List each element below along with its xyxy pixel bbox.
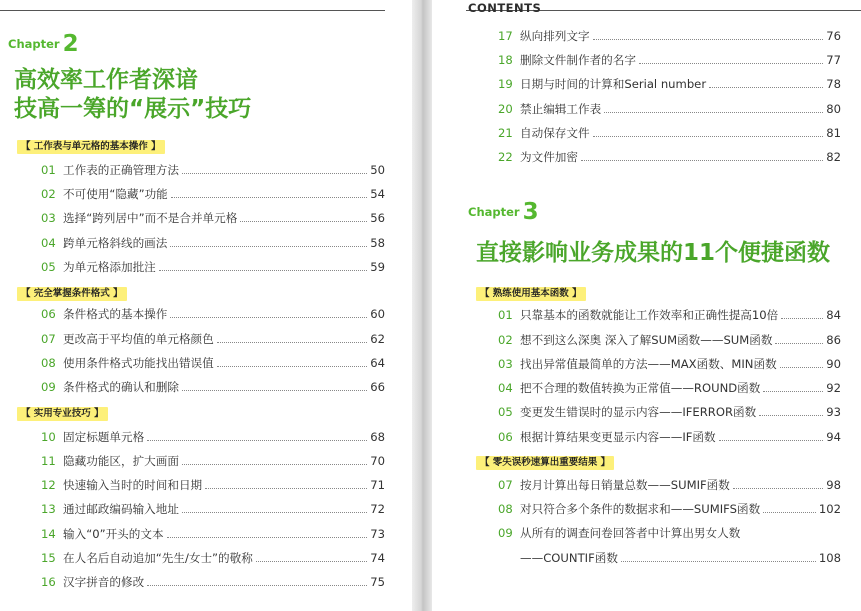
dot-leader [621, 561, 816, 562]
page-number: 71 [370, 478, 385, 492]
entry-number: 20 [498, 102, 513, 116]
top-rule [0, 10, 385, 11]
entry-title: 条件格式的基本操作 [63, 307, 168, 321]
toc-entry[interactable] [498, 306, 841, 324]
page-number: 94 [826, 430, 841, 444]
entry-title: 不可使用“隐藏”功能 [63, 187, 168, 201]
entry-number: 13 [41, 502, 56, 516]
entry-number: 16 [41, 575, 56, 589]
entry-number: 06 [41, 307, 56, 321]
dot-leader [593, 39, 824, 40]
toc-entry[interactable] [41, 258, 385, 276]
entry-number: 04 [41, 236, 56, 250]
dot-leader [147, 585, 367, 586]
dot-leader [759, 415, 823, 416]
dot-leader [775, 343, 823, 344]
chapter-2-title-line2: 技高一筹的“展示”技巧 [14, 96, 252, 122]
toc-entry[interactable] [41, 549, 385, 567]
entry-title: 输入“0”开头的文本 [63, 527, 164, 541]
toc-entry[interactable] [41, 161, 385, 179]
page-number: 60 [370, 307, 385, 321]
entry-number: 05 [498, 405, 513, 419]
entry-number: 03 [41, 211, 56, 225]
toc-entry[interactable] [41, 209, 385, 227]
entry-title: 工作表的正确管理方法 [63, 163, 179, 177]
entry-title: 日期与时间的计算和Serial number [520, 77, 707, 91]
entry-number: 19 [498, 77, 513, 91]
toc-entry[interactable] [498, 51, 841, 69]
entry-number: 11 [41, 454, 56, 468]
entry-number: 05 [41, 260, 56, 274]
entry-number: 12 [41, 478, 56, 492]
dot-leader [170, 317, 367, 318]
dot-leader [780, 367, 824, 368]
toc-entry[interactable] [41, 452, 385, 470]
entry-title: 选择“跨列居中”而不是合并单元格 [63, 211, 238, 225]
dot-leader [763, 391, 823, 392]
dot-leader [182, 390, 367, 391]
entry-title: 按月计算出每日销量总数——SUMIF函数 [520, 478, 730, 492]
toc-entry[interactable] [41, 185, 385, 203]
page-number: 73 [370, 527, 385, 541]
page-number: 93 [826, 405, 841, 419]
section-header: 【 零失误秒速算出重要结果 】 [476, 456, 614, 470]
dot-leader [709, 87, 823, 88]
dot-leader [170, 246, 367, 247]
page-number: 75 [370, 575, 385, 589]
page-number: 81 [826, 126, 841, 140]
entry-title: 删除文件制作者的名字 [520, 53, 636, 67]
page-number: 74 [370, 551, 385, 565]
dot-leader [167, 537, 368, 538]
page-number: 82 [826, 150, 841, 164]
page-number: 98 [826, 478, 841, 492]
page-number: 64 [370, 356, 385, 370]
entry-title: ——COUNTIF函数 [520, 551, 618, 565]
toc-entry[interactable] [498, 379, 841, 397]
dot-leader [639, 63, 823, 64]
dot-leader [159, 270, 367, 271]
entry-title: 变更发生错误时的显示内容——IFERROR函数 [520, 405, 757, 419]
chapter-3-label: Chapter 3 [468, 199, 539, 225]
entry-number: 17 [498, 29, 513, 43]
dot-leader [719, 440, 824, 441]
entry-number: 02 [41, 187, 56, 201]
entry-number: 01 [41, 163, 56, 177]
dot-leader [581, 160, 823, 161]
right-page [432, 0, 861, 611]
left-page [0, 0, 412, 611]
entry-number: 15 [41, 551, 56, 565]
entry-title: 对只符合多个条件的数据求和——SUMIFS函数 [520, 502, 761, 516]
page-number: 76 [826, 29, 841, 43]
toc-entry[interactable] [41, 330, 385, 348]
toc-entry[interactable] [41, 378, 385, 396]
entry-number: 21 [498, 126, 513, 140]
dot-leader [182, 464, 367, 465]
toc-entry[interactable] [498, 100, 841, 118]
entry-number: 09 [498, 526, 513, 540]
entry-number: 10 [41, 430, 56, 444]
toc-entry[interactable] [498, 148, 841, 166]
toc-entry[interactable] [41, 500, 385, 518]
section-header: 【 实用专业技巧 】 [17, 407, 108, 421]
dot-leader [171, 197, 367, 198]
entry-number: 09 [41, 380, 56, 394]
page-number: 92 [826, 381, 841, 395]
toc-entry[interactable] [41, 305, 385, 323]
entry-title: 在人名后自动追加“先生/女士”的敬称 [63, 551, 253, 565]
entry-number: 01 [498, 308, 513, 322]
toc-entry[interactable] [498, 476, 841, 494]
page-number: 80 [826, 102, 841, 116]
page-number: 77 [826, 53, 841, 67]
entry-title: 只靠基本的函数就能让工作效率和正确性提高10倍 [520, 308, 779, 322]
page-number: 59 [370, 260, 385, 274]
entry-title: 更改高于平均值的单元格颜色 [63, 332, 214, 346]
running-head: CONTENTS [468, 1, 542, 15]
entry-number: 14 [41, 527, 56, 541]
section-header: 【 熟练使用基本函数 】 [476, 287, 586, 301]
dot-leader [205, 488, 367, 489]
entry-number: 22 [498, 150, 513, 164]
toc-entry[interactable] [498, 428, 841, 446]
entry-title: 汉字拼音的修改 [63, 575, 145, 589]
entry-title: 自动保存文件 [520, 126, 590, 140]
toc-entry[interactable] [498, 524, 841, 542]
entry-number: 08 [41, 356, 56, 370]
dot-leader [182, 512, 367, 513]
toc-entry[interactable] [498, 124, 841, 142]
dot-leader [781, 318, 823, 319]
page-number: 102 [818, 502, 841, 516]
toc-entry[interactable] [41, 234, 385, 252]
entry-number: 08 [498, 502, 513, 516]
page-number: 62 [370, 332, 385, 346]
toc-entry[interactable] [498, 355, 841, 373]
page-number: 58 [370, 236, 385, 250]
dot-leader [604, 112, 823, 113]
entry-number: 02 [498, 333, 513, 347]
entry-title: 禁止编辑工作表 [520, 102, 602, 116]
dot-leader [147, 440, 367, 441]
page-number: 66 [370, 380, 385, 394]
toc-entry[interactable] [41, 525, 385, 543]
dot-leader [593, 136, 824, 137]
toc-entry[interactable] [498, 500, 841, 518]
entry-title: 条件格式的确认和删除 [63, 380, 179, 394]
page-number: 84 [826, 308, 841, 322]
entry-title: 通过邮政编码输入地址 [63, 502, 179, 516]
page-number: 68 [370, 430, 385, 444]
toc-entry[interactable] [41, 428, 385, 446]
dot-leader [182, 173, 367, 174]
toc-entry[interactable] [498, 331, 841, 349]
dot-leader [256, 561, 367, 562]
entry-title: 固定标题单元格 [63, 430, 145, 444]
toc-entry[interactable] [498, 549, 841, 567]
page-number: 90 [826, 357, 841, 371]
chapter-2-title-line1: 高效率工作者深谙 [14, 67, 198, 93]
chapter-3-title: 直接影响业务成果的11个便捷函数 [476, 240, 831, 266]
dot-leader [733, 488, 823, 489]
page-number: 78 [826, 77, 841, 91]
entry-title: 快速输入当时的时间和日期 [63, 478, 203, 492]
entry-title: 纵向排列文字 [520, 29, 590, 43]
dot-leader [217, 342, 368, 343]
entry-title: 跨单元格斜线的画法 [63, 236, 168, 250]
page-number: 86 [826, 333, 841, 347]
entry-title: 想不到这么深奥 深入了解SUM函数——SUM函数 [520, 333, 773, 347]
toc-entry[interactable] [498, 403, 841, 421]
entry-number: 07 [498, 478, 513, 492]
dot-leader [763, 512, 816, 513]
entry-number: 07 [41, 332, 56, 346]
book-gutter [412, 0, 432, 611]
page-number: 56 [370, 211, 385, 225]
entry-title: 使用条件格式功能找出错误值 [63, 356, 214, 370]
dot-leader [217, 366, 368, 367]
entry-title: 根据计算结果变更显示内容——IF函数 [520, 430, 716, 444]
chapter-2-label: Chapter 2 [8, 31, 79, 57]
entry-number: 06 [498, 430, 513, 444]
page-number: 50 [370, 163, 385, 177]
page-number: 70 [370, 454, 385, 468]
entry-title: 找出异常值最简单的方法——MAX函数、MIN函数 [520, 357, 777, 371]
section-header: 【 完全掌握条件格式 】 [17, 287, 127, 301]
entry-title: 为单元格添加批注 [63, 260, 156, 274]
entry-number: 04 [498, 381, 513, 395]
toc-entry[interactable] [41, 354, 385, 372]
section-header: 【 工作表与单元格的基本操作 】 [17, 140, 165, 154]
toc-entry[interactable] [498, 27, 841, 45]
toc-entry[interactable] [41, 476, 385, 494]
page-number: 54 [370, 187, 385, 201]
page-number: 72 [370, 502, 385, 516]
toc-entry[interactable] [498, 75, 841, 93]
entry-title: 从所有的调查问卷回答者中计算出男女人数 [520, 526, 741, 540]
dot-leader [240, 221, 367, 222]
toc-entry[interactable] [41, 573, 385, 591]
page-number: 108 [818, 551, 841, 565]
entry-title: 把不合理的数值转换为正常值——ROUND函数 [520, 381, 761, 395]
entry-title: 隐藏功能区，扩大画面 [63, 454, 179, 468]
entry-number: 03 [498, 357, 513, 371]
entry-title: 为文件加密 [520, 150, 578, 164]
entry-number: 18 [498, 53, 513, 67]
